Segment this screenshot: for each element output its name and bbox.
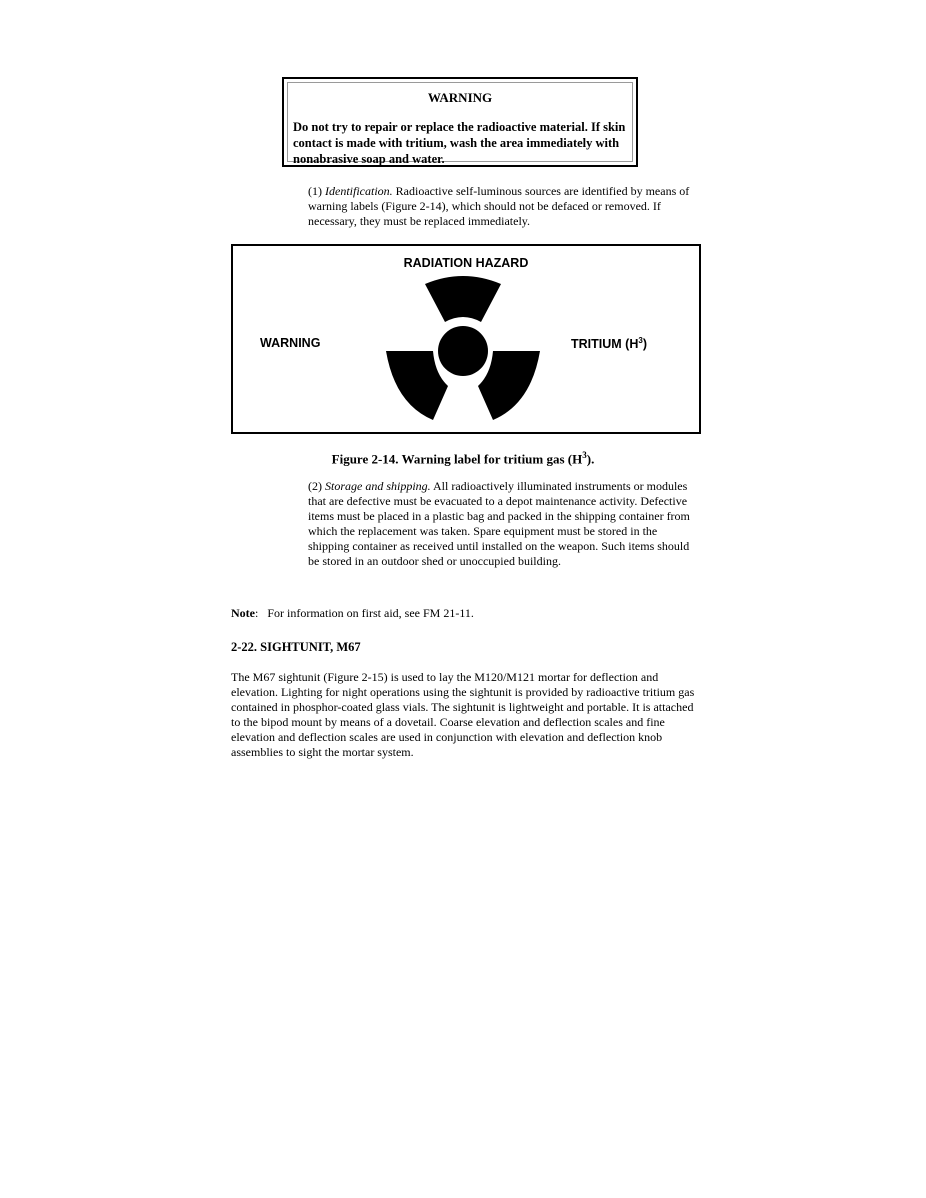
warning-label-figure [231, 244, 701, 434]
figure-caption-end: ). [586, 451, 595, 467]
identification-text: Radioactive self-luminous sources are identified by means of warning labels (Figure 2-14), which should not be defaced or removed. If necessary, they must be replaced immediately. [308, 184, 690, 228]
radiation-trefoil-icon [383, 276, 543, 422]
label-tritium-close: ) [642, 337, 647, 352]
warning-title: WARNING [427, 90, 493, 105]
warning-text: Do not try to repair or replace the radioactive material. If skin contact is made with tritium, wash the area immediately with nonabrasive soap and water. [293, 120, 626, 166]
storage-number: (2) [308, 479, 322, 493]
identification-paragraph [308, 184, 698, 229]
warning-box [282, 77, 638, 167]
storage-heading: Storage and shipping. [325, 479, 431, 493]
section-heading: 2-22. SIGHTUNIT, M67 [231, 640, 361, 654]
trefoil-blade-left [386, 351, 448, 420]
label-warning: WARNING [260, 336, 321, 350]
trefoil-center [438, 326, 488, 376]
figure-caption [0, 450, 926, 467]
label-tritium-superscript: 3 [638, 336, 643, 345]
label-tritium-text: TRITIUM (H [571, 337, 639, 352]
note-label: Note [231, 606, 255, 620]
storage-paragraph [308, 479, 700, 569]
note: Note: For information on first aid, see FM 21-11. [231, 606, 474, 620]
label-tritium [571, 336, 647, 351]
sightunit-paragraph: The M67 sightunit (Figure 2-15) is used to lay the M120/M121 mortar for deflection and elevation. Lighting for night operations using the sightunit is provided by radioactive tritium gas contained in phosphor-coated glass vials. The sightunit is lightweight and portable. It is attached to the bipod mount by means of a dovetail. Coarse elevation and deflection scales and fine elevation and deflection scales are used in conjunction with elevation and deflection knob assemblies to sight the mortar system. [231, 670, 695, 759]
figure-caption-text: Figure 2-14. Warning label for tritium gas (H [331, 451, 583, 467]
identification-number: (1) [308, 184, 322, 198]
identification-heading: Identification. [325, 184, 393, 198]
storage-text: All radioactively illuminated instruments or modules that are defective must be evacuated to a depot maintenance activity. Defective items must be placed in a plastic bag and packed in the shipping container from which the replacement was taken. Spare equipment must be stored in the shipping container as received until installed on the weapon. Such items should be stored in an outdoor shed or unoccupied building. [308, 479, 690, 568]
trefoil-blade-top [425, 276, 501, 322]
trefoil-blade-right [478, 351, 540, 420]
note-text: For information on first aid, see FM 21-11. [267, 606, 474, 620]
figure-caption-superscript: 3 [582, 450, 587, 460]
label-radiation-hazard: RADIATION HAZARD [403, 256, 529, 270]
